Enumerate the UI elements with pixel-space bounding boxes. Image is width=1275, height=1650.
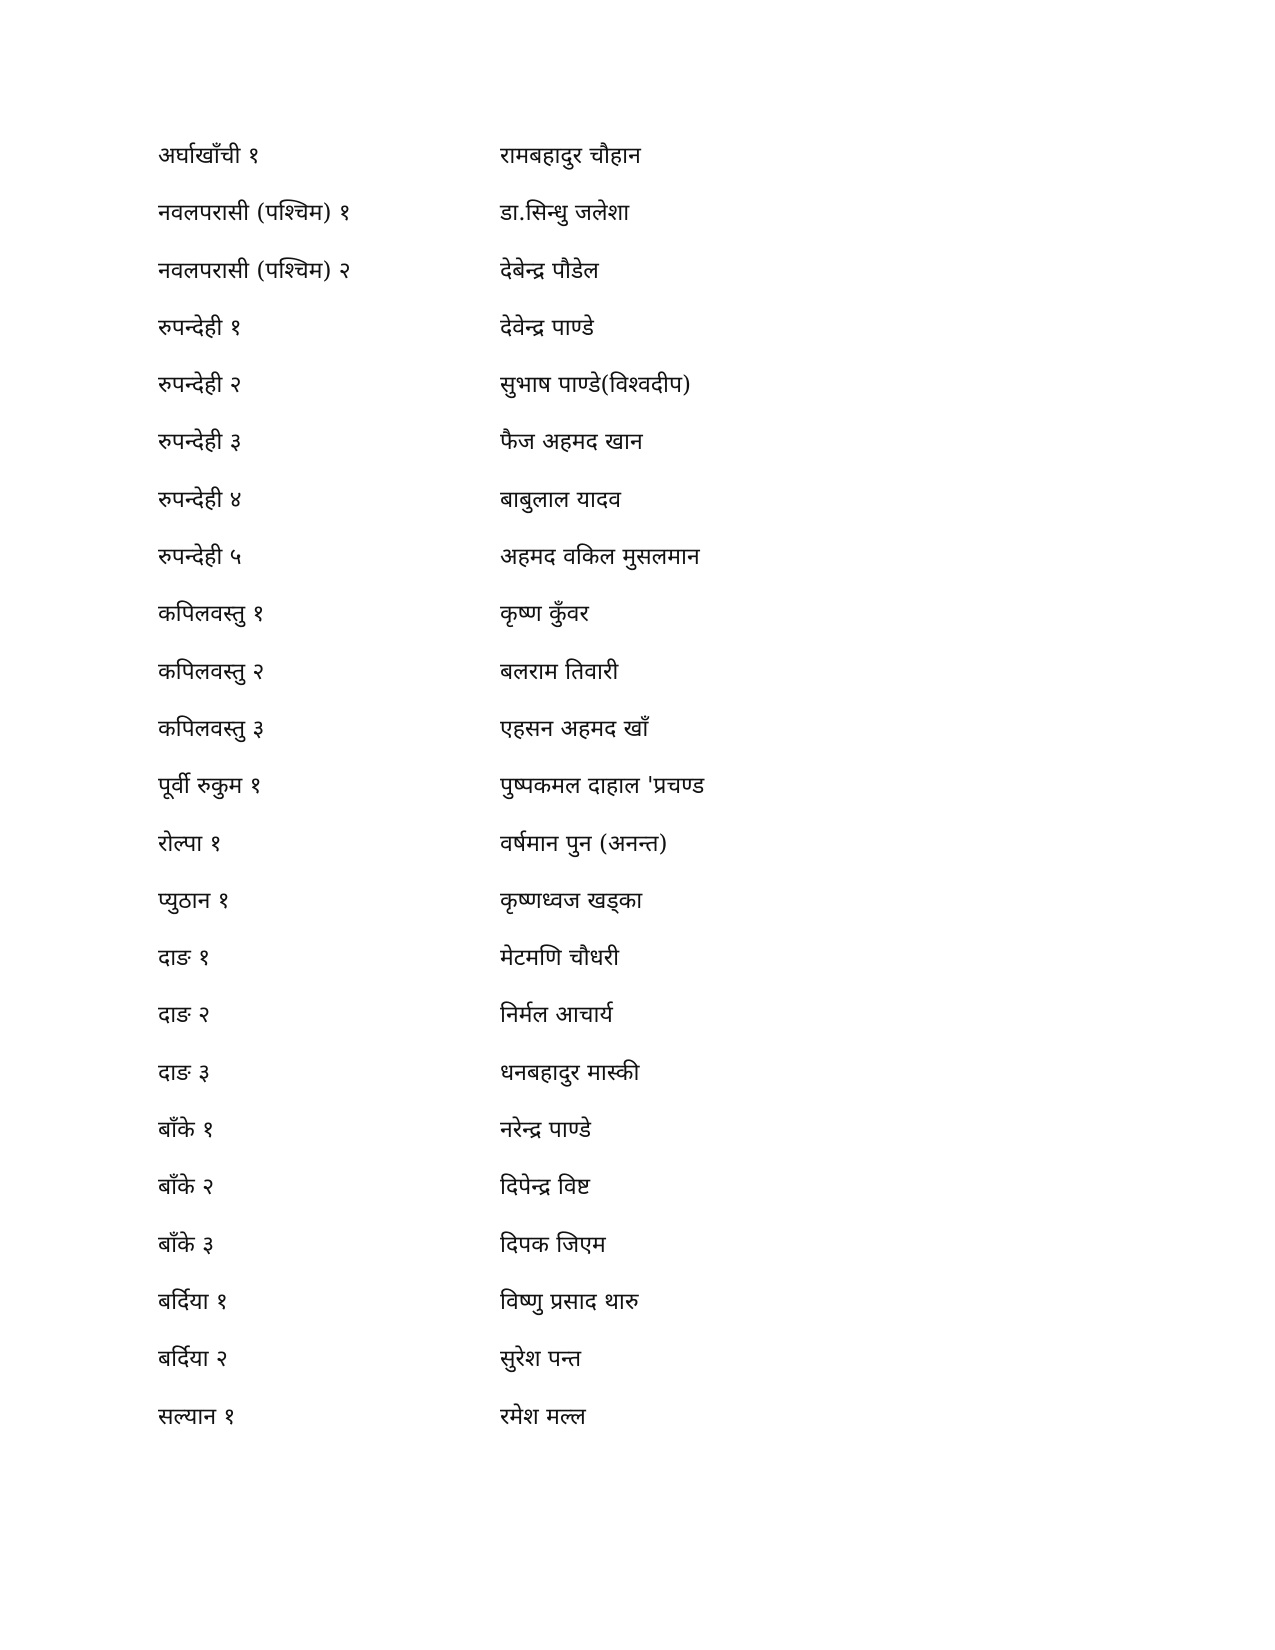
list-row <box>158 1114 858 1171</box>
list-row <box>158 426 858 483</box>
candidate-name: मेटमणि चौधरी <box>500 945 620 972</box>
candidate-name: विष्णु प्रसाद थारु <box>500 1288 639 1315</box>
constituency-name: रुपन्देही ४ <box>158 486 242 513</box>
list-row <box>158 312 858 369</box>
list-row <box>158 140 858 197</box>
list-row <box>158 999 858 1056</box>
constituency-name: बाँके २ <box>158 1174 215 1201</box>
constituency-name: सल्यान १ <box>158 1403 236 1430</box>
constituency-name: बाँके १ <box>158 1117 215 1144</box>
constituency-name: नवलपरासी (पश्चिम) १ <box>158 200 351 227</box>
list-row <box>158 1401 858 1458</box>
constituency-name: अर्घाखाँची १ <box>158 143 260 169</box>
candidate-name: फैज अहमद खान <box>500 429 643 456</box>
candidate-name: दिपक जिएम <box>500 1231 606 1258</box>
constituency-name: रुपन्देही ३ <box>158 429 242 456</box>
candidate-name: बलराम तिवारी <box>500 658 619 685</box>
candidate-name: रामबहादुर चौहान <box>500 143 641 169</box>
list-row <box>158 885 858 942</box>
candidate-name: कृष्णध्वज खड्का <box>500 887 643 914</box>
constituency-name: कपिलवस्तु ३ <box>158 715 265 742</box>
candidate-name: दिपेन्द्र विष्ट <box>500 1174 591 1201</box>
candidate-name: वर्षमान पुन (अनन्त) <box>500 830 668 857</box>
list-row <box>158 1057 858 1114</box>
constituency-name: कपिलवस्तु १ <box>158 601 265 628</box>
list-row <box>158 770 858 827</box>
list-row <box>158 828 858 885</box>
candidate-name: देबेन्द्र पौडेल <box>500 257 599 284</box>
list-row <box>158 255 858 312</box>
constituency-name: पूर्वी रुकुम १ <box>158 773 262 800</box>
candidate-name: धनबहादुर मास्की <box>500 1059 640 1086</box>
constituency-name: दाङ ३ <box>158 1059 211 1086</box>
list-row <box>158 1229 858 1286</box>
list-row <box>158 197 858 254</box>
candidate-name: बाबुलाल यादव <box>500 486 621 513</box>
candidate-name: डा.सिन्धु जलेशा <box>500 200 630 227</box>
list-row <box>158 1171 858 1228</box>
list-row <box>158 541 858 598</box>
list-row <box>158 598 858 655</box>
list-row <box>158 1343 858 1400</box>
candidate-name: अहमद वकिल मुसलमान <box>500 544 700 571</box>
list-row <box>158 1286 858 1343</box>
constituency-name: बर्दिया १ <box>158 1288 228 1315</box>
constituency-name: बाँके ३ <box>158 1231 215 1258</box>
constituency-name: दाङ २ <box>158 1002 211 1029</box>
list-row <box>158 369 858 426</box>
candidate-name: रमेश मल्ल <box>500 1403 586 1430</box>
candidate-name: पुष्पकमल दाहाल 'प्रचण्ड <box>500 773 705 800</box>
candidate-name: एहसन अहमद खाँ <box>500 715 649 742</box>
list-row <box>158 656 858 713</box>
constituency-name: बर्दिया २ <box>158 1346 228 1373</box>
candidate-name: सुरेश पन्त <box>500 1346 582 1373</box>
candidate-list <box>158 140 858 1458</box>
constituency-name: रोल्पा १ <box>158 830 222 857</box>
constituency-name: रुपन्देही ५ <box>158 544 242 571</box>
candidate-name: नरेन्द्र पाण्डे <box>500 1117 592 1144</box>
list-row <box>158 484 858 541</box>
constituency-name: प्युठान १ <box>158 887 230 914</box>
constituency-name: कपिलवस्तु २ <box>158 658 265 685</box>
candidate-name: देवेन्द्र पाण्डे <box>500 314 594 341</box>
candidate-name: कृष्ण कुँवर <box>500 601 589 628</box>
constituency-name: नवलपरासी (पश्चिम) २ <box>158 257 351 284</box>
constituency-name: रुपन्देही १ <box>158 314 242 341</box>
list-row <box>158 713 858 770</box>
constituency-name: रुपन्देही २ <box>158 372 242 399</box>
candidate-name: सुभाष पाण्डे(विश्वदीप) <box>500 372 692 399</box>
list-row <box>158 942 858 999</box>
constituency-name: दाङ १ <box>158 945 211 972</box>
candidate-name: निर्मल आचार्य <box>500 1002 613 1029</box>
